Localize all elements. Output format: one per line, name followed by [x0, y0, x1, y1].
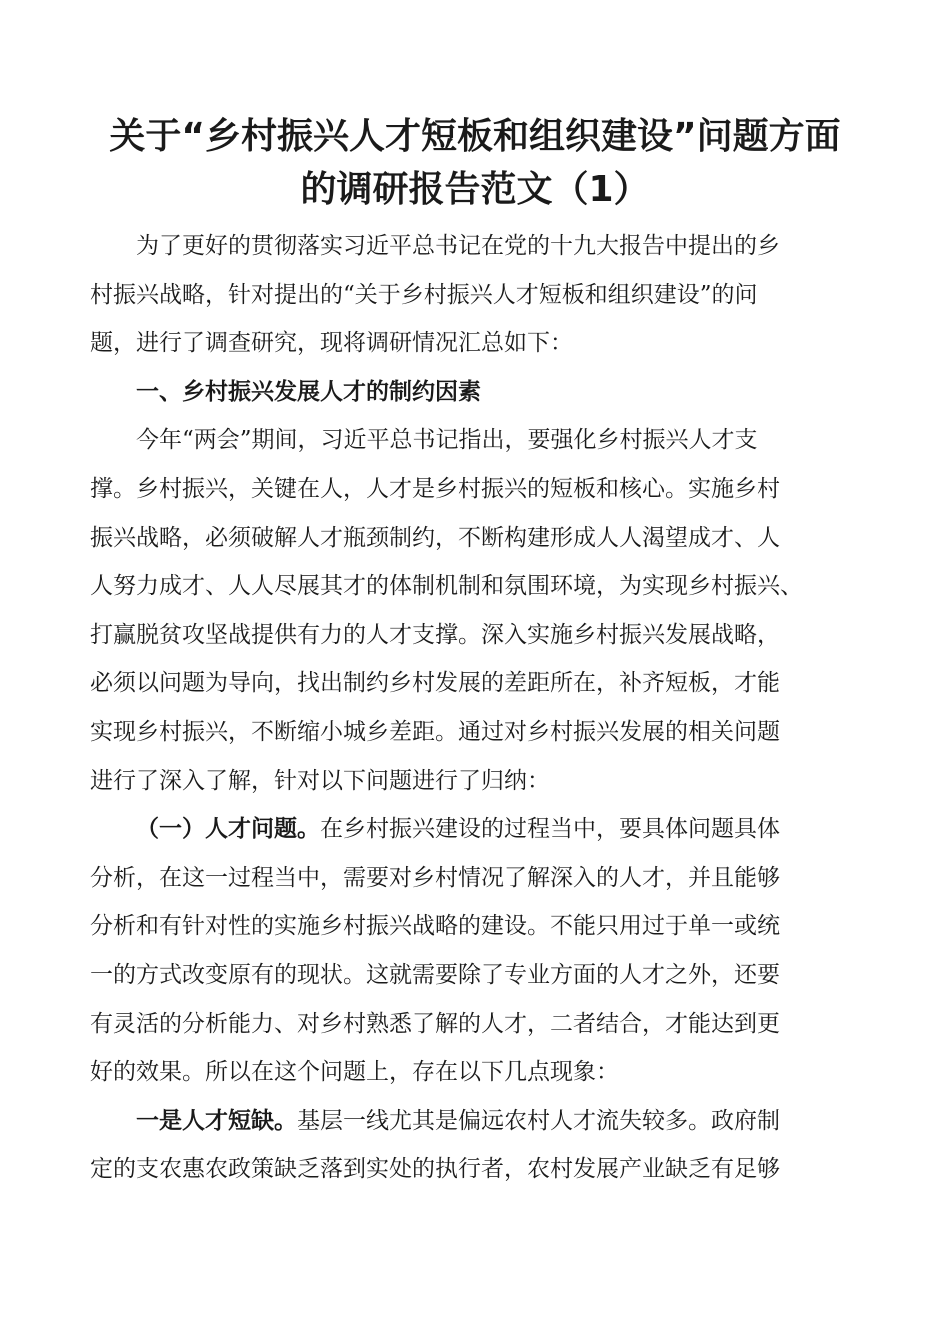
section-1-line: 振兴战略，必须破解人才瓶颈制约，不断构建形成人人渴望成才、人 [90, 524, 780, 551]
subsection-1-line: 分析，在这一过程当中，需要对乡村情况了解深入的人才，并且能够 [90, 864, 780, 891]
subsection-1-line: 好的效果。所以在这个问题上，存在以下几点现象： [90, 1059, 619, 1086]
point-1-first-line [90, 1097, 880, 1146]
intro-line: 村振兴战略，针对提出的“关于乡村振兴人才短板和组织建设”的问 [90, 281, 758, 308]
subsection-1-first-line [90, 805, 880, 854]
subsection-1-line: 一的方式改变原有的现状。这就需要除了专业方面的人才之外，还要 [90, 961, 780, 988]
subsection-1-paragraph [90, 805, 880, 1097]
section-1-line: 今年“两会”期间，习近平总书记指出，要强化乡村振兴人才支 [136, 427, 758, 454]
intro-paragraph [90, 222, 880, 368]
intro-line: 为了更好的贯彻落实习近平总书记在党的十九大报告中提出的乡 [136, 233, 780, 259]
section-1-line: 撑。乡村振兴，关键在人，人才是乡村振兴的短板和核心。实施乡村 [90, 475, 780, 502]
section-1-line: 打赢脱贫攻坚战提供有力的人才支撑。深入实施乡村振兴发展战略， [90, 621, 780, 648]
subsection-1-lead: （一）人才问题。 [136, 816, 320, 843]
point-1-line: 定的支农惠农政策缺乏落到实处的执行者，农村发展产业缺乏有足够 [90, 1156, 780, 1183]
document-title-line-2: 的调研报告范文（1） [300, 169, 650, 210]
subsection-1-line: 有灵活的分析能力、对乡村熟悉了解的人才，二者结合，才能达到更 [90, 1010, 780, 1037]
document-body [90, 222, 880, 1194]
section-1-heading: 一、乡村振兴发展人才的制约因素 [136, 378, 481, 405]
document-title-line-1: 关于“乡村振兴人才短板和组织建设”问题方面 [109, 116, 841, 157]
point-1-first-line-text: 基层一线尤其是偏远农村人才流失较多。政府制 [297, 1107, 780, 1134]
section-1-paragraph [90, 416, 880, 805]
section-1-line: 实现乡村振兴，不断缩小城乡差距。通过对乡村振兴发展的相关问题 [90, 718, 780, 745]
subsection-1-line: 分析和有针对性的实施乡村振兴战略的建设。不能只用过于单一或统 [90, 913, 780, 940]
point-1-lead: 一是人才短缺。 [136, 1107, 297, 1134]
intro-line: 题，进行了调查研究，现将调研情况汇总如下： [90, 330, 573, 357]
point-1-paragraph [90, 1097, 880, 1194]
section-1-line: 必须以问题为导向，找出制约乡村发展的差距所在，补齐短板，才能 [90, 670, 780, 697]
section-1-line: 人努力成才、人人尽展其才的体制机制和氛围环境，为实现乡村振兴、 [90, 573, 803, 600]
subsection-1-first-line-text: 在乡村振兴建设的过程当中，要具体问题具体 [320, 816, 780, 843]
section-1-line: 进行了深入了解，针对以下问题进行了归纳： [90, 767, 550, 794]
